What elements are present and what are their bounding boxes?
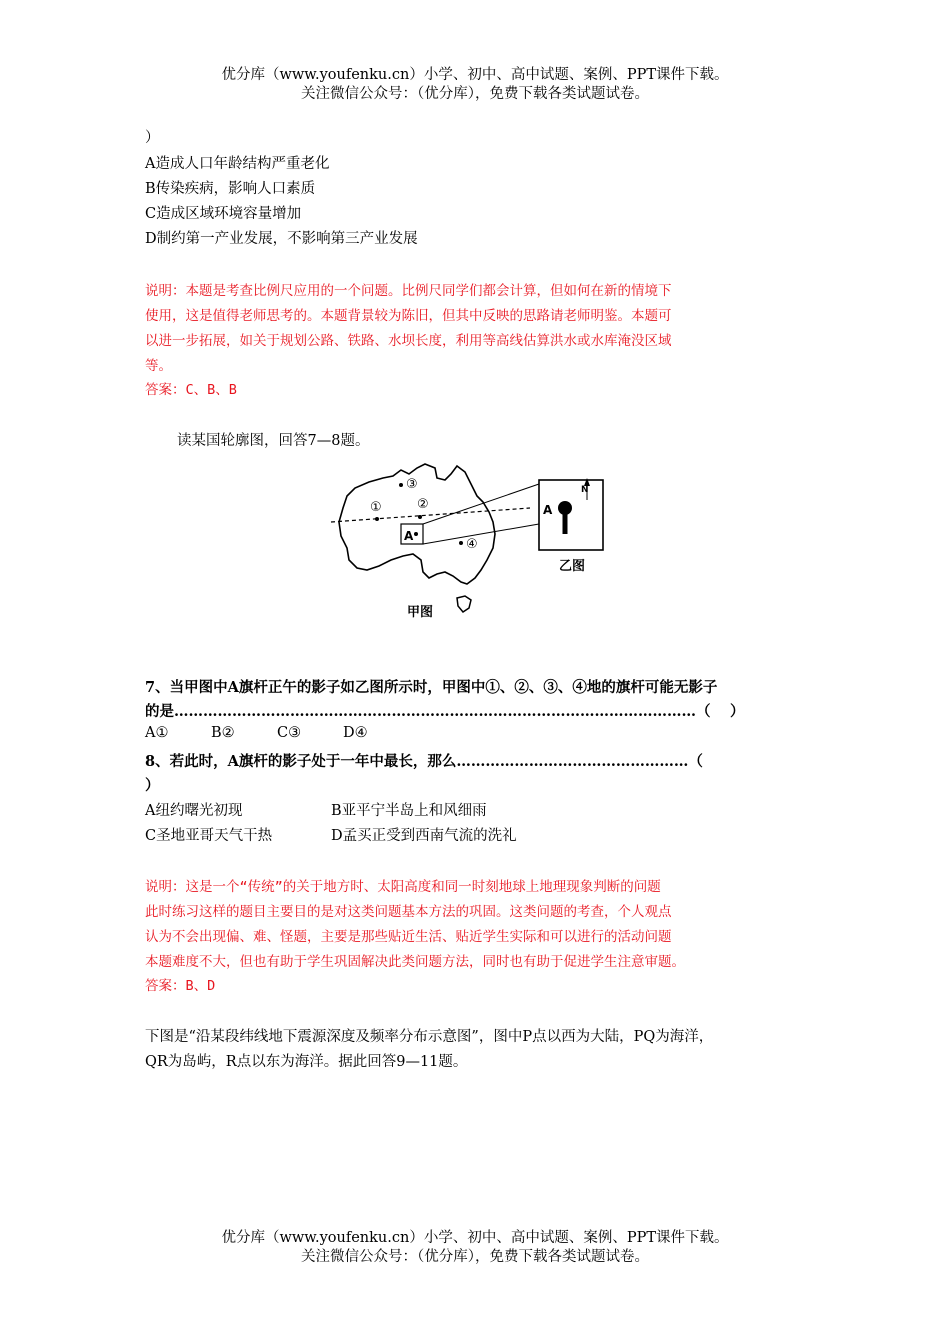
flagpole-shadow (563, 508, 568, 534)
tasmania-outline (457, 596, 471, 612)
label-marker-4: ④ (466, 537, 478, 552)
point-4-dot (459, 541, 463, 545)
q7-line-1: 7、当甲图中A旗杆正午的影子如乙图所示时，甲图中①、②、③、④地的旗杆可能无影子 (145, 679, 718, 696)
q7-line-2: 的是………………………………………………………………………………………………（ ） (145, 703, 745, 720)
note1-answer: 答案：C、B、B (145, 382, 237, 398)
label-yi-figure: 乙图 (559, 559, 586, 574)
label-marker-1: ① (370, 500, 382, 515)
label-marker-a: A (404, 529, 414, 543)
note2-line-3: 认为不会出现偏、难、怪题，主要是那些贴近生活、贴近学生实际和可以进行的活动问题 (145, 929, 672, 945)
q6-option-a: A造成人口年龄结构严重老化 (145, 156, 330, 172)
map-figure (325, 456, 625, 626)
point-1-dot (375, 517, 379, 521)
header-line-1: 优分库（www.youfenku.cn）小学、初中、高中试题、案例、PPT课件下载。 (221, 67, 729, 83)
q8-options-row-1 (145, 799, 487, 820)
note2-line-1: 说明：这是一个“传统”的关于地方时、太阳高度和同一时刻地球上地理现象判断的问题 (145, 879, 661, 895)
label-north: N (581, 485, 589, 495)
note1-line-2: 使用，这是值得老师思考的。本题背景较为陈旧，但其中反映的思路请老师明鉴。本题可 (145, 308, 672, 324)
latitude-line (331, 508, 530, 522)
connector-top (423, 484, 539, 524)
note1-line-4: 等。 (145, 358, 172, 374)
note2-line-2: 此时练习这样的题目主要目的是对这类问题基本方法的巩固。这类问题的考查，个人观点 (145, 904, 672, 920)
q8-option-b: B亚平宁半岛上和风细雨 (331, 803, 487, 819)
q8-option-a: A纽约曙光初现 (145, 803, 243, 819)
q7-options (145, 725, 368, 741)
connector-bottom (423, 524, 539, 544)
q7-option-b: B② (211, 725, 235, 741)
note2-answer: 答案：B、D (145, 978, 216, 994)
footer-line-2: 关注微信公众号：（优分库），免费下载各类试题试卷。 (301, 1249, 649, 1265)
note1-line-1: 说明：本题是考查比例尺应用的一个问题。比例尺同学们都会计算，但如何在新的情境下 (145, 283, 672, 299)
label-yi-a: A (543, 503, 553, 517)
q8-option-d: D孟买正受到西南气流的洗礼 (331, 828, 517, 844)
q6-option-c: C造成区域环境容量增加 (145, 206, 302, 222)
q6-option-b: B传染疾病，影响人口素质 (145, 181, 316, 197)
note1-line-3: 以进一步拓展，如关于规划公路、铁路、水坝长度，利用等高线估算洪水或水库淹没区域 (145, 333, 672, 349)
footer-line-1: 优分库（www.youfenku.cn）小学、初中、高中试题、案例、PPT课件下载。 (221, 1230, 729, 1246)
page-footer (0, 1229, 950, 1267)
q8-option-c: C圣地亚哥天气干热 (145, 828, 273, 844)
q6-bracket: ） (145, 130, 160, 146)
q7-option-d: D④ (343, 725, 368, 741)
intro-q9-11-line-1: 下图是“沿某段纬线地下震源深度及频率分布示意图”，图中P点以西为大陆，PQ为海洋， (145, 1029, 714, 1045)
q8-options-row-2 (145, 824, 517, 845)
q7-option-a: A① (145, 725, 169, 741)
point-2-dot (418, 515, 422, 519)
q8-bracket: ） (145, 777, 160, 794)
page-header (0, 66, 950, 104)
q7-option-c: C③ (277, 725, 302, 741)
note2-line-4: 本题难度不大，但也有助于学生巩固解决此类问题方法，同时也有助于促进学生注意审题。 (145, 954, 685, 970)
point-3-dot (399, 483, 403, 487)
label-marker-2: ② (417, 497, 429, 512)
q6-option-d: D制约第一产业发展，不影响第三产业发展 (145, 231, 418, 247)
header-line-2: 关注微信公众号：（优分库），免费下载各类试题试卷。 (301, 86, 649, 102)
label-jia-figure: 甲图 (407, 605, 434, 620)
intro-q9-11-line-2: QR为岛屿，R点以东为海洋。据此回答9—11题。 (145, 1054, 468, 1070)
q8-line-1: 8、若此时，A旗杆的影子处于一年中最长，那么…………………………………………（ (145, 753, 703, 770)
map-svg (325, 456, 625, 626)
point-a-dot (414, 532, 418, 536)
intro-q7-8: 读某国轮廓图，回答7—8题。 (177, 433, 370, 449)
label-marker-3: ③ (406, 477, 418, 492)
